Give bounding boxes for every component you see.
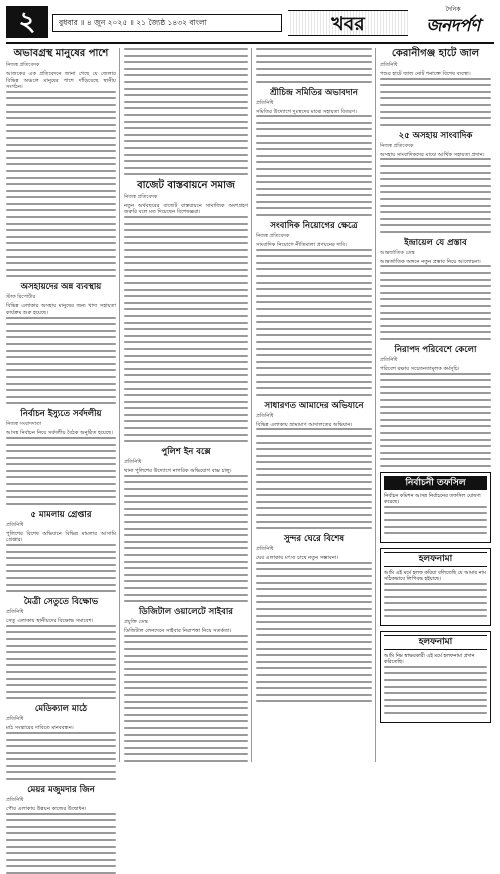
column-2: [124, 48, 252, 762]
dateline: বুধবার ॥ ৪ জুন ২০২৫ ॥ ২১ জ্যৈষ্ঠ ১৪৩২ বাংলা: [52, 14, 282, 32]
article-headline: নিরাপদ পরিবেশে কেলো: [394, 345, 477, 355]
article-body: [6, 437, 116, 505]
article-lead: সমিতির উদ্যোগে দুঃস্থদের মাঝে সহায়তা বিতরণ।: [256, 108, 357, 115]
article-lead: পরিবেশ রক্ষায় সচেতনতামূলক কর্মসূচি।: [380, 366, 460, 372]
article-headline: ইন্দ্রায়েল যে প্রস্তাব: [404, 237, 467, 248]
article: [256, 534, 372, 702]
article: [6, 785, 116, 874]
article-byline: নিজস্ব প্রতিবেদক: [380, 142, 414, 149]
article-lead: আন্তর্জাতিক অঙ্গনে নতুন প্রস্তাব নিয়ে আলোচনা।: [380, 258, 481, 265]
article-lead: আসন্ন নির্বাচন নিয়ে সর্বদলীয় বৈঠক অনুষ্ঠিত হয়েছে।: [6, 430, 114, 437]
page-number: ২: [6, 6, 48, 38]
article: [380, 48, 491, 126]
article-body: [6, 625, 116, 700]
election-schedule-box: [380, 472, 491, 543]
article-lead: ঘের এলাকায় মৎস্য চাষে নতুন সম্ভাবনা।: [256, 555, 339, 562]
article-lead: বিভিন্ন এলাকায় ভ্রাম্যমাণ আদালতের অভিযান।: [256, 421, 353, 428]
article-headline: অভাবগ্রস্থ মানুষের পাশে: [13, 48, 109, 59]
article-byline: নিজস্ব সংবাদদাতা: [6, 421, 42, 428]
article-body: [256, 48, 372, 83]
article-lead: সাংবাদিক নিয়োগে নীতিমালা প্রণয়নের দাবি।: [256, 242, 347, 249]
article-body: [256, 249, 372, 396]
article-lead: বিভিন্ন এলাকার অসহায় মানুষের জন্য খাদ্য সহায়তা কার্যক্রম শুরু হয়েছে।: [6, 303, 116, 316]
article-body: [380, 373, 491, 467]
article-byline: আন্তর্জাতিক ডেস্ক: [380, 249, 415, 256]
article-body: [124, 216, 248, 442]
article: [6, 48, 116, 277]
masthead: [412, 6, 494, 40]
article-lead: অসহায় সাংবাদিকদের মাঝে আর্থিক সহায়তা প্রদান।: [380, 151, 485, 158]
article: [124, 447, 248, 602]
article-headline: সুন্দর ঘেরে বিশেষ: [283, 534, 345, 545]
masthead-small: দৈনিক: [445, 6, 461, 13]
article-body: [6, 91, 116, 278]
article-body: [256, 562, 372, 702]
article-headline: সংবাদিক নিয়োগের ক্ষেত্রে: [270, 221, 358, 232]
article-body: [256, 115, 372, 216]
article-lead: পৌর এলাকায় উন্নয়ন কাজের উদ্বোধন।: [6, 806, 87, 813]
article-headline: ২৫ অসহায় সাংবাদিক: [398, 130, 473, 141]
box-body: [384, 493, 487, 534]
article-byline: প্রতিনিধি: [256, 99, 274, 106]
article: [6, 510, 116, 592]
article-lead: সেতু এলাকায় স্থানীয়দের বিক্ষোভ সমাবেশ।: [6, 618, 94, 625]
article-headline: মেডিক্যাল মাঠে: [34, 704, 88, 715]
article-byline: প্রতিনিধি: [6, 521, 24, 528]
article: [6, 409, 116, 505]
article-byline: প্রতিনিধি: [6, 797, 24, 804]
article-headline: শ্রীচিন্দ্র সমিতির অভাবদান: [270, 87, 358, 98]
article-byline: নিজস্ব প্রতিবেদক: [6, 62, 40, 68]
article-body: [256, 428, 372, 529]
notice-lead: আমি নিম্ন স্বাক্ষরকারী এই মর্মে হলফনামা প্রদান করিতেছি।: [384, 653, 475, 666]
notice-lead: আমি এই মর্মে হলফ করিয়া বলিতেছি যে আমার নাম সঠিকভাবে লিপিবদ্ধ হইয়াছে।: [384, 569, 486, 583]
article-body: [124, 635, 248, 762]
article-byline: প্রতিনিধি: [6, 716, 24, 723]
article-byline: প্রযুক্তি ডেস্ক: [124, 619, 148, 626]
article-headline: মেয়র মজুমদার জিন: [27, 785, 95, 796]
article-headline: পুলিশ ইন বক্সে: [161, 447, 211, 458]
article: [380, 238, 491, 340]
article-body: [384, 506, 487, 534]
article-headline: নির্বাচন ইস্যুতে সর্বদলীয়: [20, 409, 102, 420]
article-body: [6, 732, 116, 780]
article-lead: ডিজিটাল লেনদেনে সাইবার নিরাপত্তা নিয়ে সতর্কতা।: [124, 628, 232, 635]
article-lead: নতুন অর্থবছরের বাজেট বাস্তবায়নে সামাজিক অংশগ্রহণ জরুরি বলে মত দিয়েছেন বিশেষজ্ঞরা।: [124, 202, 248, 216]
box-lead: নির্বাচন কমিশন আসন্ন নির্বাচনের তফসিল ঘোষণা করেছে।: [384, 492, 481, 506]
article-headline: কেরানীগঞ্জ হাটে জাল: [391, 48, 480, 59]
article-byline: প্রতিনিধি: [256, 546, 274, 553]
affidavit-notice: [380, 631, 491, 723]
page-header: [6, 6, 494, 40]
article-body: [380, 265, 491, 340]
article-body: [124, 475, 248, 602]
article-byline: প্রতিনিধি: [380, 357, 398, 363]
article-lead: থানা পুলিশের উদ্যোগে নাগরিক অভিযোগ বাক্স চালু।: [124, 468, 232, 475]
article: [380, 345, 491, 467]
article-byline: স্টাফ রিপোর্টার: [6, 294, 36, 301]
article-body: [380, 158, 491, 233]
article: [256, 88, 372, 217]
notice-title: হলফনামা: [384, 552, 487, 567]
article-lead: পশুর হাটে জাল নোট শনাক্তে বিশেষ ব্যবস্থা।: [380, 71, 471, 77]
article-headline: ডিজিটাল ওয়ালেটে সাইবার: [139, 607, 233, 618]
article-byline: নিজস্ব প্রতিবেদক: [124, 193, 158, 200]
article-body: [6, 544, 116, 592]
article-lead: মাঠ সংস্কারের দাবিতে মানববন্ধন।: [6, 725, 74, 732]
article-body: [124, 48, 248, 175]
article-headline: ৫ মামলায় গ্রেপ্তার: [30, 509, 92, 520]
affidavit-notice: [380, 548, 491, 626]
header-rule: [6, 42, 494, 44]
article-byline: নিজস্ব প্রতিবেদক: [256, 233, 290, 240]
column-4: [380, 48, 494, 762]
masthead-title: জনদর্পণ: [426, 16, 480, 36]
article: [124, 180, 248, 442]
article-byline: প্রতিনিধি: [380, 62, 398, 68]
notice-title: হলফনামা: [384, 635, 487, 650]
article-byline: প্রতিনিধি: [256, 412, 274, 419]
article: [6, 282, 116, 404]
article-headline: অসহায়দের অন্ন ব্যবস্থায়: [20, 282, 102, 293]
article: [380, 131, 491, 233]
article-body: [6, 813, 116, 874]
box-headline: নির্বাচনী তফসিল: [384, 476, 487, 490]
article-lead: পুলিশের বিশেষ অভিযানে বিভিন্ন মামলার আসামি গ্রেপ্তার।: [6, 530, 116, 544]
article-headline: মৈত্রী সেতুতে বিক্ষোভ: [23, 597, 99, 608]
article-byline: প্রতিনিধি: [124, 459, 142, 466]
article-body: [6, 317, 116, 405]
column-1: [6, 48, 120, 813]
article: [256, 221, 372, 396]
article-byline: প্রতিনিধি: [6, 609, 24, 616]
article-body: [380, 78, 491, 126]
notice-body: [384, 666, 487, 714]
article-headline: বাজেট বাস্তবায়নে সমাজ: [137, 179, 235, 191]
notice-body: [384, 583, 487, 618]
article: [6, 704, 116, 780]
article: [6, 597, 116, 699]
column-3: [256, 48, 376, 762]
article-headline: সাধারণত আমাদের অভিযানে: [264, 400, 364, 411]
article: [124, 607, 248, 762]
article: [256, 401, 372, 530]
article-lead: আজকের এক প্রতিবেদনে জানা গেছে যে জেলার বিভিন্ন অঞ্চলে মানুষের পাশে দাঁড়িয়েছে স্থানীয় সংগঠন।: [6, 71, 116, 91]
section-title: খবর: [288, 10, 408, 36]
